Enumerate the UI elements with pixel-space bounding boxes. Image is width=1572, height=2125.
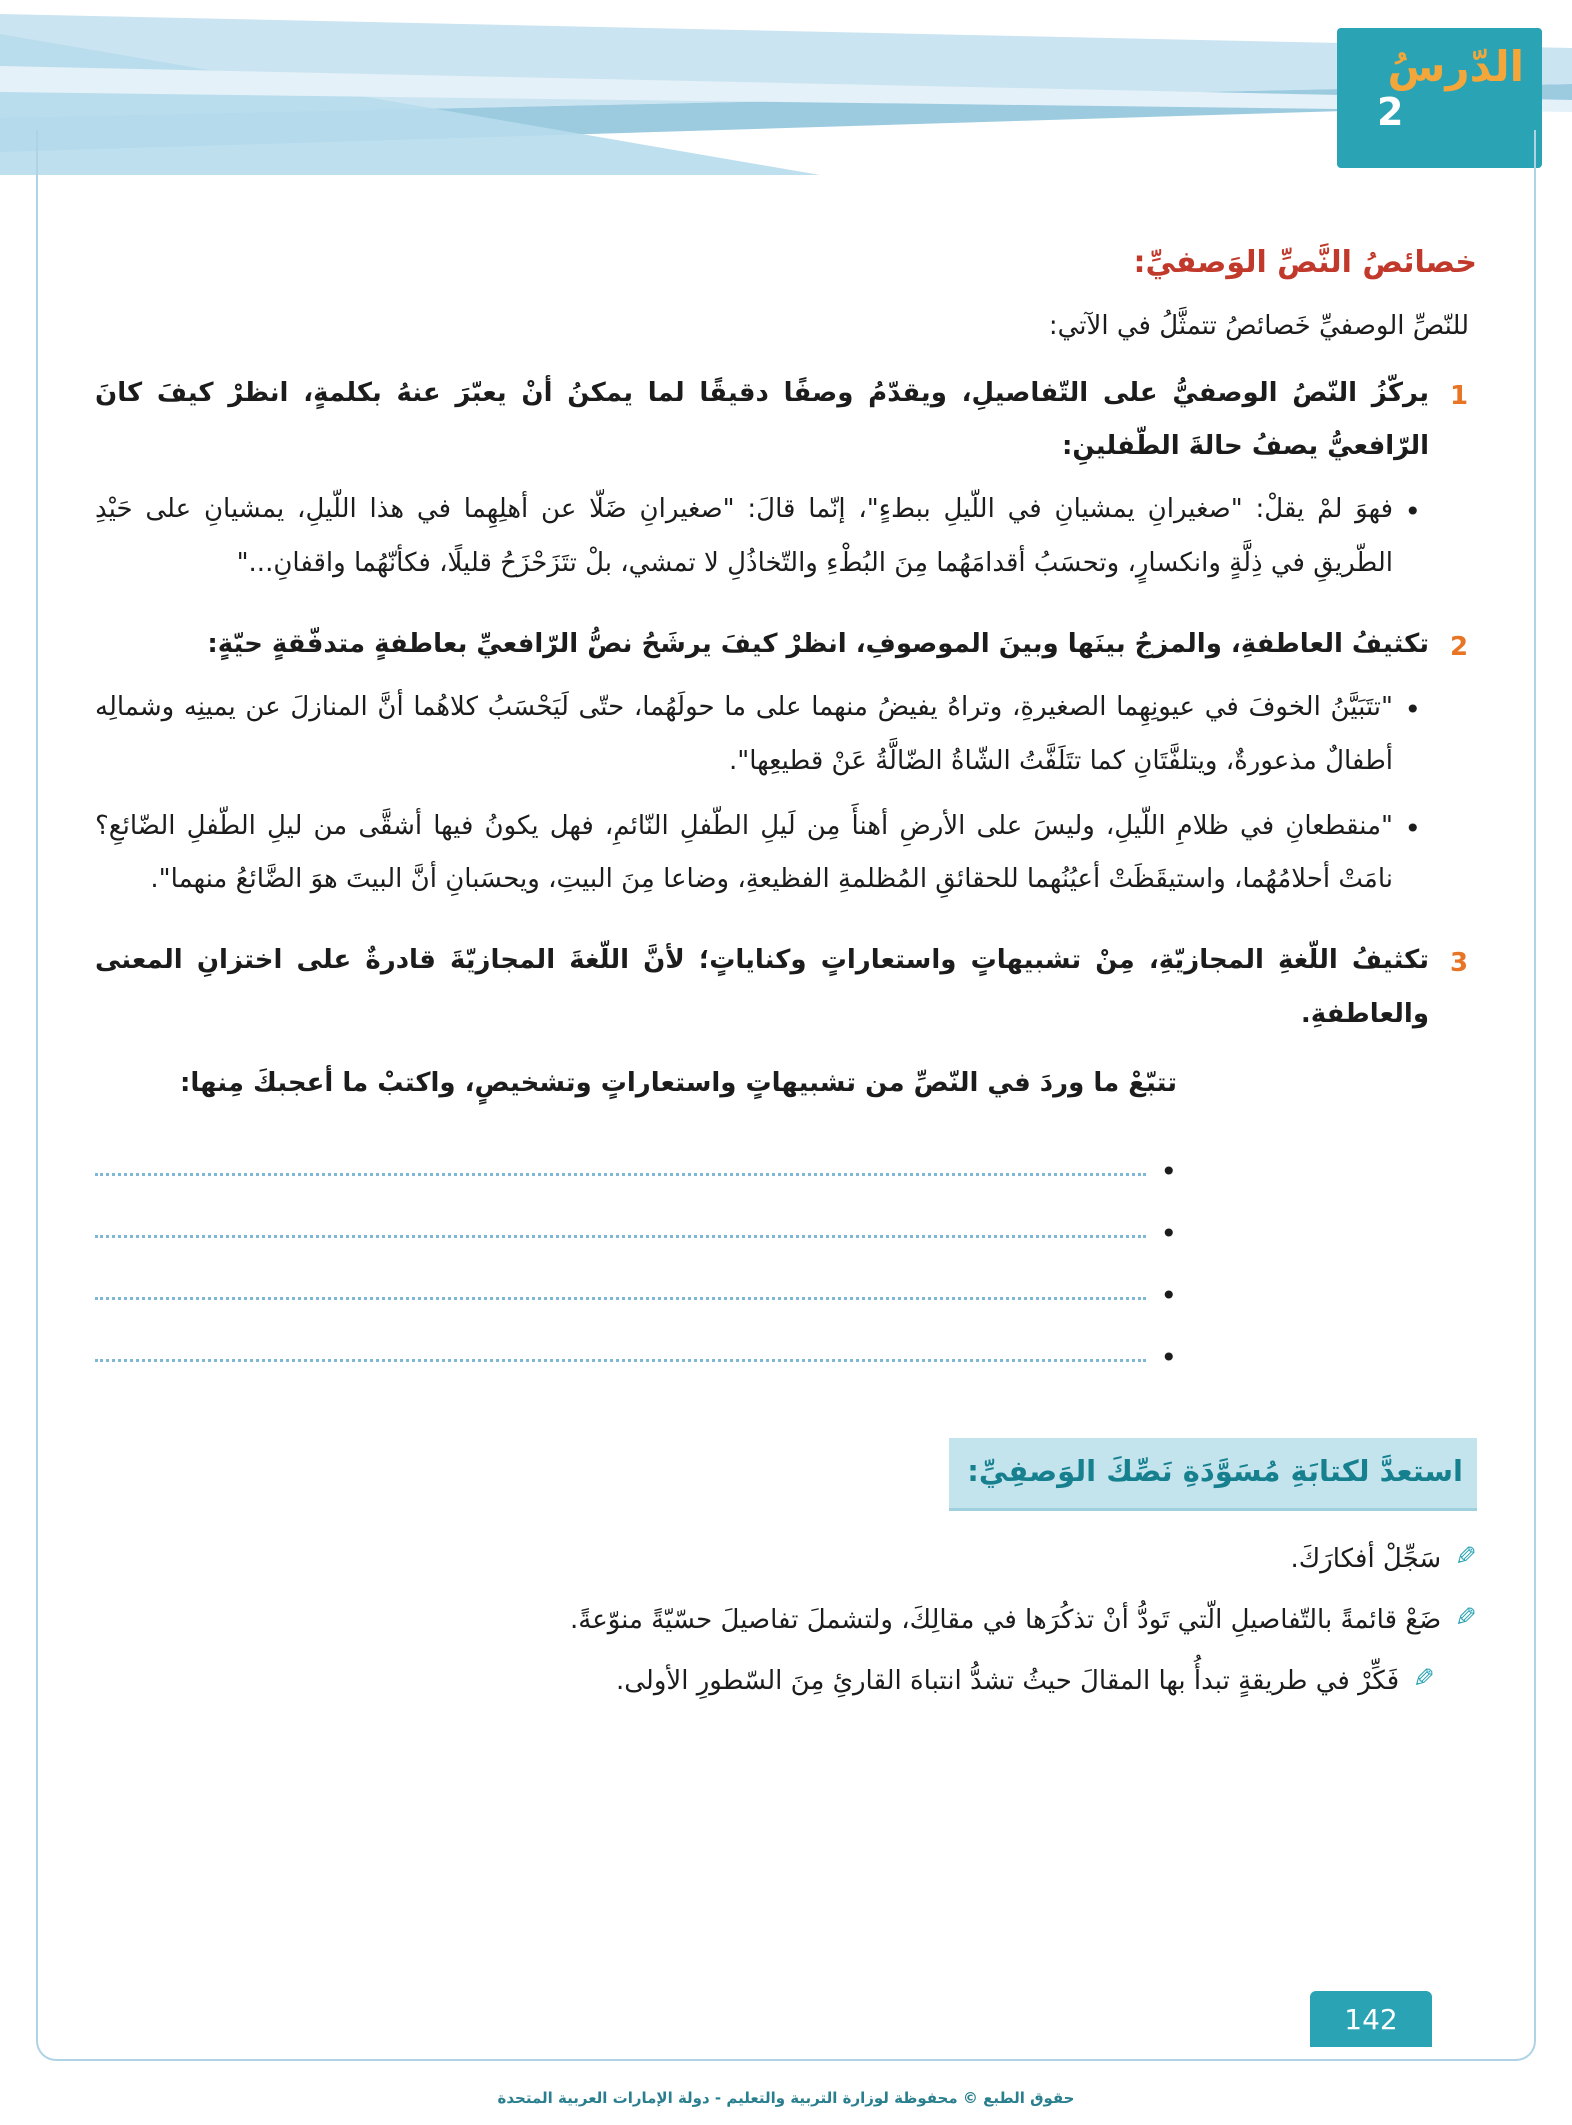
- answer-line: [95, 1310, 1177, 1375]
- characteristic-item-2: [95, 618, 1477, 918]
- quote-bullet: • "تتَبَيَّنُ الخوفَ في عيونِهِما الصغيرةِ، وتراهُ يفيضُ منهما على ما حولَهُما، حتّى لَيَحْسَبُ كلاهُما أنَّ المنازلَ عن يمينِه وشمالِه أطفالٌ مذعورةٌ، ويتلفَّتَانِ كما تتَلَفَّتُ الشّاةُ الضّالَّةُ عَنْ قطيعِها".: [95, 681, 1429, 788]
- item-heading-3: تكثيفُ اللّغةِ المجازيّةِ، مِنْ تشبيهاتٍ واستعاراتٍ وكناياتٍ؛ لأنَّ اللّغةَ المجازيّةَ قادرةٌ على اختزانِ المعنى والعاطفةِ.: [95, 945, 1429, 1029]
- dotted-writing-line: [95, 1235, 1146, 1238]
- quote-bullet: • فهوَ لمْ يقلْ: "صغيرانِ يمشيانِ في اللّيلِ ببطءٍ"، إنّما قالَ: "صغيرانِ ضَلّا عن أهلِهِما في هذا اللّيلِ، يمشيانِ على حَيْدِ الطّريقِ في ذِلَّةٍ وانكسارٍ، وتحسَبُ أقدامَهُما مِنَ البُطْءِ والتّخاذُلِ لا تمشي، بلْ تتَزَحْزَحُ قليلًا، فكأنّهُما واقفانِ...": [95, 483, 1429, 590]
- intro-text: للنّصِّ الوصفيِّ خَصائصُ تتمثَّلُ في الآتي:: [1048, 310, 1469, 341]
- dotted-writing-line: [95, 1297, 1146, 1300]
- bullet-icon: •: [1160, 1155, 1177, 1189]
- draft-step-text: سَجِّلْ أفكارَكَ.: [1290, 1543, 1442, 1574]
- answer-line: [95, 1186, 1177, 1251]
- draft-step-1: [95, 1533, 1477, 1586]
- answer-line: [95, 1248, 1177, 1313]
- draft-step-text: فَكِّرْ في طريقةٍ تبدأُ بها المقالَ حيثُ تشدُّ انتباهَ القارئِ مِنَ السّطورِ الأولى.: [616, 1666, 1400, 1697]
- answer-lines-area: [95, 1124, 1177, 1375]
- draft-section-title: استعدَّ لكتابَةِ مُسَوَّدَةِ نَصِّكَ الوَصفِيِّ:: [949, 1438, 1477, 1510]
- pencil-icon: ✎: [1413, 1664, 1435, 1695]
- dotted-writing-line: [95, 1359, 1146, 1362]
- lesson-label: الدّرسُ: [1387, 42, 1524, 91]
- pencil-icon: ✎: [1455, 1603, 1477, 1634]
- draft-step-3: [95, 1655, 1435, 1708]
- item-body-1: [95, 367, 1429, 602]
- item-number-2: 2: [1449, 631, 1469, 662]
- item-body-2: [95, 618, 1429, 918]
- item-body-3: [95, 934, 1429, 1041]
- dotted-writing-line: [95, 1173, 1146, 1176]
- characteristics-title: خصائصُ النَّصِّ الوَصفيِّ:: [1133, 245, 1477, 280]
- bullet-icon: •: [1160, 1341, 1177, 1375]
- lesson-badge: [1337, 28, 1542, 168]
- exercise-instruction: تتبّعْ ما وردَ في النّصِّ من تشبيهاتٍ واستعاراتٍ وتشخيصٍ، واكتبْ ما أعجبكَ مِنها:: [179, 1068, 1177, 1099]
- page-content: [95, 232, 1477, 1717]
- copyright-footer: حقوق الطبع © محفوظة لوزارة التربية والتعليم - دولة الإمارات العربية المتحدة: [497, 2089, 1075, 2107]
- item-1-bullets: [95, 483, 1429, 590]
- item-heading-1: يركّزُ النّصُ الوصفيُّ على التّفاصيلِ، ويقدّمُ وصفًا دقيقًا لما يمكنُ أنْ يعبّرَ عنهُ بكلمةٍ، انظرْ كيفَ كانَ الرّافعيُّ يصفُ حالةَ الطّفلينِ:: [95, 377, 1429, 462]
- lesson-number: 2: [1377, 90, 1404, 135]
- item-heading-2: تكثيفُ العاطفةِ، والمزجُ بينَها وبينَ الموصوفِ، انظرْ كيفَ يرشَحُ نصُّ الرّافعيِّ بعاطفةٍ متدفّقةٍ حيّةٍ:: [207, 628, 1429, 659]
- item-number-3: 3: [1449, 948, 1469, 979]
- page-number: 142: [1344, 2002, 1398, 2036]
- page-number-badge: [1310, 1991, 1432, 2047]
- characteristic-item-1: [95, 367, 1477, 602]
- draft-steps-list: [95, 1533, 1477, 1709]
- pencil-icon: ✎: [1455, 1541, 1477, 1572]
- bullet-icon: •: [1160, 1217, 1177, 1251]
- draft-step-2: [95, 1594, 1477, 1647]
- draft-step-text: ضَعْ قائمةً بالتّفاصيلِ الّتي تَودُّ أنْ تذكُرَها في مقالِكَ، ولتشملَ تفاصيلَ حسّيّةً منوّعةً.: [570, 1605, 1442, 1636]
- quote-bullet: • "منقطعانِ في ظلامِ اللّيلِ، وليسَ على الأرضِ أهنأَ مِن لَيلِ الطّفلِ النّائمِ، فهل يكونُ فيها أشقَّى من ليلِ الطّفلِ الضّائعِ؟ نامَتْ أحلامُهُما، واستيقَظَتْ أعيُنُهما للحقائقِ المُظلمةِ الفظيعةِ، وضاعا مِنَ البيتِ، ويحسَبانِ أنَّ البيتَ هوَ الضَّائعُ منهما".: [95, 800, 1429, 907]
- item-2-bullets: [95, 681, 1429, 906]
- bullet-icon: •: [1160, 1279, 1177, 1313]
- answer-line: [95, 1124, 1177, 1189]
- characteristic-item-3: [95, 934, 1477, 1041]
- item-number-1: 1: [1449, 380, 1469, 411]
